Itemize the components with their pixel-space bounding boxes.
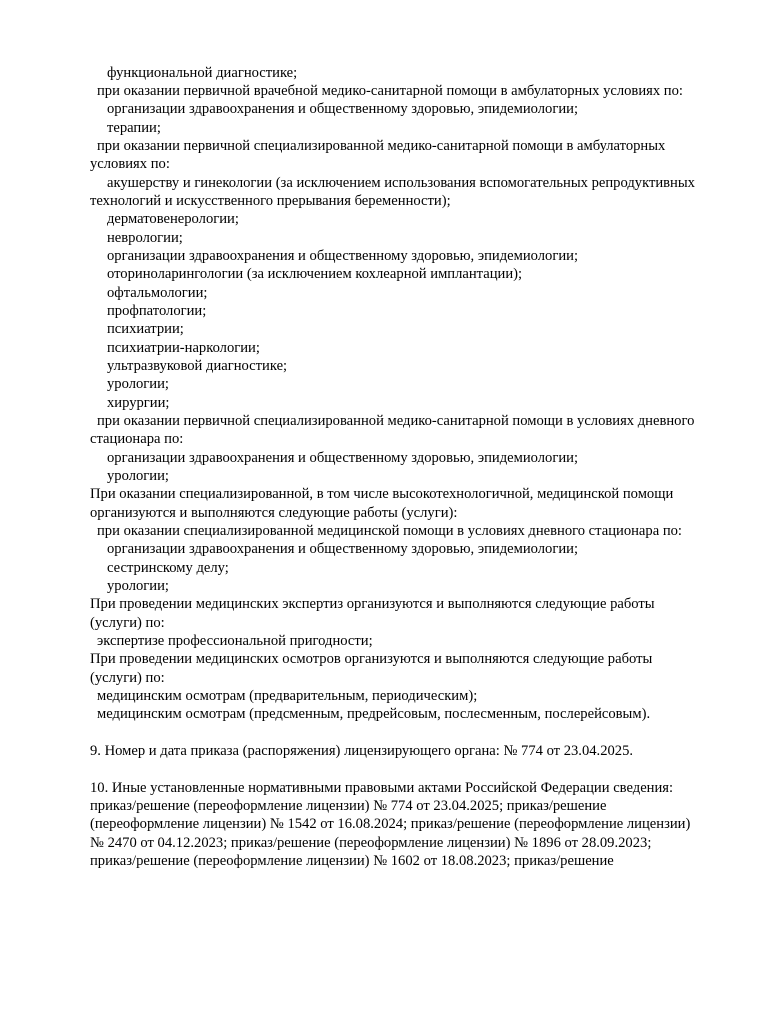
text-line: при оказании первичной специализированной медико-санитарной помощи в условиях дневного (97, 413, 695, 429)
text-line: ультразвуковой диагностике; (107, 358, 288, 374)
text-line: сестринскому делу; (107, 560, 229, 576)
text-line: при оказании первичной специализированной медико-санитарной помощи в амбулаторных (97, 138, 666, 154)
text-line: организации здравоохранения и общественному здоровью, эпидемиологии; (107, 450, 579, 466)
text-line: психиатрии-наркологии; (107, 340, 260, 356)
text-line: 9. Номер и дата приказа (распоряжения) лицензирующего органа: № 774 от 23.04.2025. (90, 743, 634, 759)
text-line: (услуги) по: (90, 615, 165, 631)
text-line: организации здравоохранения и общественному здоровью, эпидемиологии; (107, 101, 579, 117)
text-line: стационара по: (90, 431, 184, 447)
text-line: технологий и искусственного прерывания беременности); (90, 193, 451, 209)
text-line: неврологии; (107, 230, 183, 246)
text-line: (переоформление лицензии) № 1542 от 16.08.2024; приказ/решение (переоформление лицензии) (90, 816, 691, 832)
text-line: организуются и выполняются следующие работы (услуги): (90, 505, 458, 521)
text-line: экспертизе профессиональной пригодности; (97, 633, 373, 649)
text-line: урологии; (107, 578, 169, 594)
text-line: приказ/решение (переоформление лицензии) № 1602 от 18.08.2023; приказ/решение (90, 853, 614, 869)
text-line: № 2470 от 04.12.2023; приказ/решение (переоформление лицензии) № 1896 от 28.09.2023; (90, 835, 652, 851)
text-line: психиатрии; (107, 321, 184, 337)
text-line: урологии; (107, 376, 169, 392)
text-line: хирургии; (107, 395, 170, 411)
text-line: акушерству и гинекологии (за исключением использования вспомогательных репродуктивных (107, 175, 695, 191)
text-line: При проведении медицинских экспертиз организуются и выполняются следующие работы (90, 596, 655, 612)
text-line: терапии; (107, 120, 161, 136)
text-line: дерматовенерологии; (107, 211, 239, 227)
text-line: условиях по: (90, 156, 170, 172)
text-line: при оказании специализированной медицинской помощи в условиях дневного стационара по: (97, 523, 682, 539)
text-line: оториноларингологии (за исключением кохлеарной имплантации); (107, 266, 523, 282)
text-line: при оказании первичной врачебной медико-санитарной помощи в амбулаторных условиях по: (97, 83, 683, 99)
text-line: 10. Иные установленные нормативными правовыми актами Российской Федерации сведения: (90, 780, 674, 796)
text-line: медицинским осмотрам (предварительным, периодическим); (97, 688, 478, 704)
text-line: функциональной диагностике; (107, 65, 298, 81)
text-line: офтальмологии; (107, 285, 208, 301)
text-line: медицинским осмотрам (предсменным, предрейсовым, послесменным, послерейсовым). (97, 706, 651, 722)
text-line: (услуги) по: (90, 670, 165, 686)
text-line: урологии; (107, 468, 169, 484)
text-line: При оказании специализированной, в том числе высокотехнологичной, медицинской помощи (90, 486, 674, 502)
text-line: приказ/решение (переоформление лицензии) № 774 от 23.04.2025; приказ/решение (90, 798, 607, 814)
text-line: При проведении медицинских осмотров организуются и выполняются следующие работы (90, 651, 653, 667)
text-line: организации здравоохранения и общественному здоровью, эпидемиологии; (107, 541, 579, 557)
text-line: организации здравоохранения и общественному здоровью, эпидемиологии; (107, 248, 579, 264)
text-line: профпатологии; (107, 303, 207, 319)
